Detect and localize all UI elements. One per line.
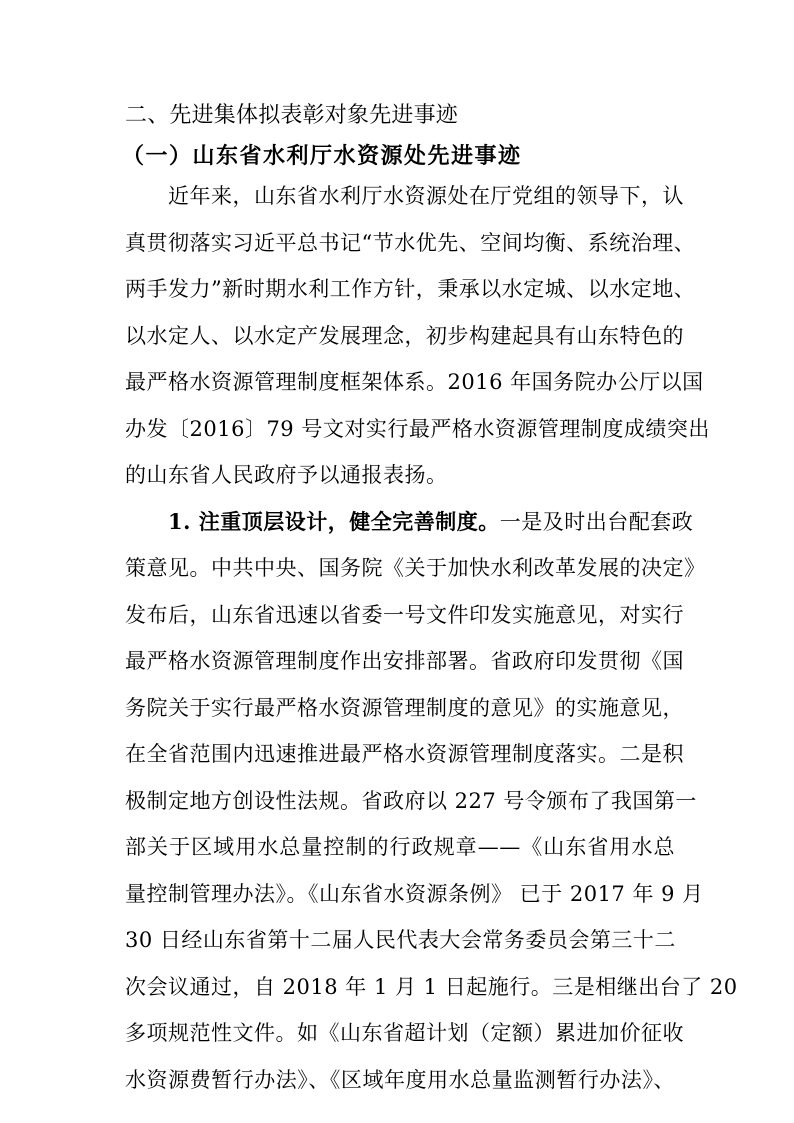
paragraph-line: 极制定地方创设性法规。省政府以 227 号令颁布了我国第一 [125,789,697,813]
paragraph-line: 以水定人、以水定产发展理念，初步构建起具有山东特色的 [125,324,684,348]
paragraph-lead: 1. 注重顶层设计，健全完善制度。 [168,509,500,534]
paragraph-line: 两手发力”新时期水利工作方针，秉承以水定城、以水定地、 [125,277,696,301]
paragraph-line: 水资源费暂行办法》、《区域年度用水总量监测暂行办法》、 [125,1068,675,1092]
paragraph-line: 务院关于实行最严格水资源管理制度的意见》的实施意见， [125,696,684,720]
paragraph-line: 真贯彻落实习近平总书记“节水优先、空间均衡、系统治理、 [125,231,696,255]
paragraph-line: 部关于区域用水总量控制的行政规章——《山东省用水总 [125,835,675,859]
paragraph-line: 多项规范性文件。如《山东省超计划（定额）累进加价征收 [125,1021,684,1045]
paragraph-line: 策意见。中共中央、国务院《关于加快水利改革发展的决定》 [125,556,706,580]
subsection-heading: （一）山东省水利厅水资源处先进事迹 [122,143,522,169]
paragraph-line: 30 日经山东省第十二届人民代表大会常务委员会第三十二 [125,928,676,952]
paragraph-text: 一是及时出台配套政 [499,510,694,534]
paragraph-line: 在全省范围内迅速推进最严格水资源管理制度落实。二是积 [125,742,684,766]
paragraph-line: 发布后，山东省迅速以省委一号文件印发实施意见，对实行 [125,603,684,627]
paragraph-line [168,508,694,536]
paragraph-line: 最严格水资源管理制度框架体系。2016 年国务院办公厅以国 [125,370,704,394]
paragraph-line: 量控制管理办法》。《山东省水资源条例》 已于 2017 年 9 月 [125,882,704,906]
paragraph-line: 近年来，山东省水利厅水资源处在厅党组的领导下，认 [168,184,684,208]
paragraph-line: 次会议通过，自 2018 年 1 月 1 日起施行。三是相继出台了 20 [125,975,738,999]
paragraph-line: 最严格水资源管理制度作出安排部署。省政府印发贯彻《国 [125,649,684,673]
paragraph-line: 办发〔2016〕79 号文对实行最严格水资源管理制度成绩突出 [125,417,710,441]
section-heading: 二、先进集体拟表彰对象先进事迹 [125,103,459,128]
paragraph-line: 的山东省人民政府予以通报表扬。 [125,463,448,487]
